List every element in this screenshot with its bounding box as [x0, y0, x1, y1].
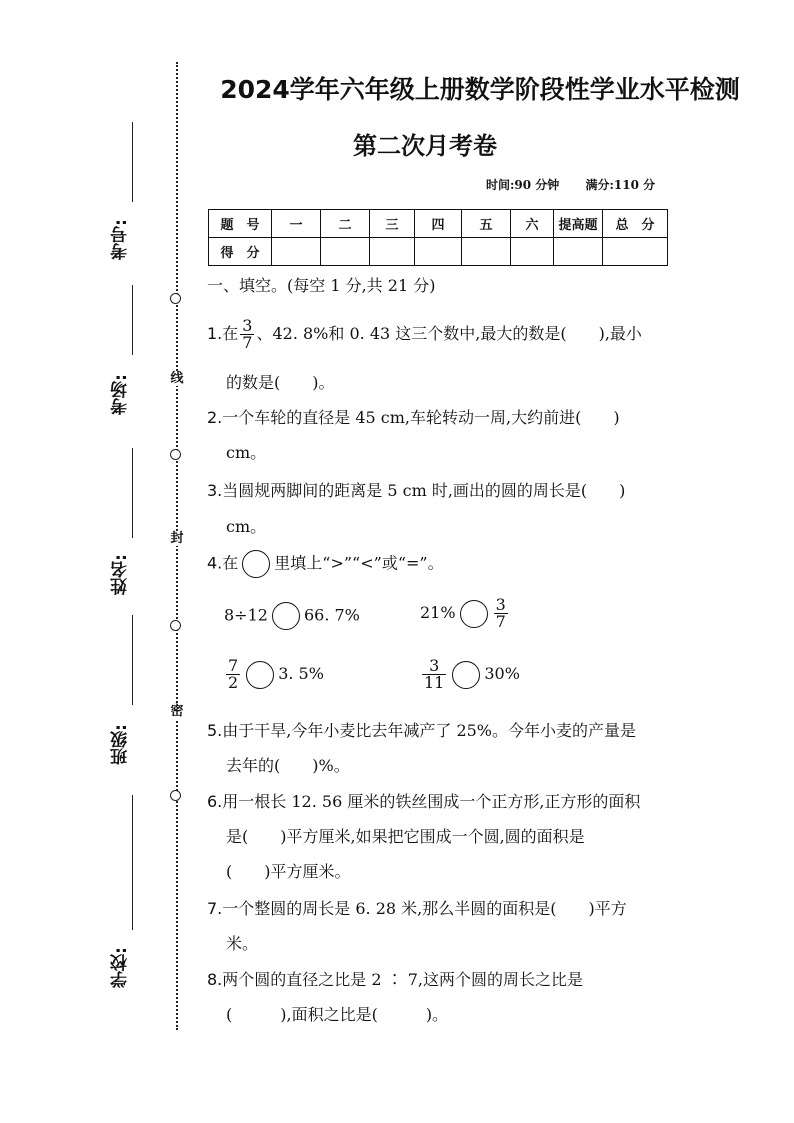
question-2 [207, 405, 620, 428]
question-text: 在 [222, 553, 239, 573]
class-label: 班级: [111, 724, 131, 765]
compare-circle-icon [242, 550, 270, 578]
class-field [108, 655, 148, 765]
numerator: 3 [495, 595, 506, 614]
compare-right: 66. 7% [303, 605, 360, 625]
compare-answer-circle[interactable] [460, 600, 488, 628]
question-text: 两个圆的直径之比是 2 ∶ 7,这两个圆的周长之比是 [222, 970, 583, 989]
score-input-cell[interactable] [462, 238, 511, 266]
fraction [240, 318, 254, 351]
name-field [108, 485, 148, 595]
question-text: 、42. 8%和 0. 43 这三个数中,最大的数是( ),最小 [256, 324, 642, 343]
binding-hole-icon [170, 293, 181, 304]
question-7 [207, 896, 627, 919]
binding-hole-icon [170, 790, 181, 801]
denominator: 2 [228, 673, 239, 692]
full-score: 满分:110 分 [585, 178, 656, 192]
fraction [494, 597, 508, 630]
question-number: 2. [207, 408, 223, 427]
question-7-line2: 米。 [226, 934, 259, 953]
compare-answer-circle[interactable] [452, 661, 480, 689]
question-text: 一个车轮的直径是 45 cm,车轮转动一周,大约前进( ) [222, 408, 620, 427]
compare-right: 30% [484, 664, 520, 683]
question-text: 里填上“>”“<”或“=”。 [274, 553, 444, 573]
question-text: 在 [222, 324, 239, 343]
numerator: 3 [422, 658, 446, 675]
question-text: 由于干旱,今年小麦比去年减产了 25%。今年小麦的产量是 [222, 721, 637, 740]
score-table-header-row [209, 210, 668, 238]
numerator: 7 [228, 656, 239, 675]
question-number: 4. [207, 553, 223, 573]
exam-room-line[interactable] [132, 285, 133, 355]
score-input-cell[interactable] [321, 238, 370, 266]
cut-word-secret: 密 [168, 705, 186, 719]
table-cell: 提高题 [554, 210, 603, 238]
question-number: 1. [207, 324, 223, 343]
table-cell: 总 分 [603, 210, 668, 238]
table-cell: 三 [370, 210, 415, 238]
binding-margin [0, 0, 190, 1123]
question-5 [207, 718, 636, 741]
question-1-line2: 的数是( )。 [226, 373, 335, 392]
fraction [226, 658, 240, 691]
compare-item-a [224, 602, 360, 630]
exam-meta [480, 176, 655, 193]
question-3-line2: cm。 [226, 517, 267, 536]
question-3 [207, 478, 625, 501]
question-4 [207, 550, 444, 578]
compare-answer-circle[interactable] [272, 602, 300, 630]
score-input-cell[interactable] [511, 238, 554, 266]
score-input-cell[interactable] [603, 238, 668, 266]
compare-item-b [420, 597, 510, 630]
table-cell: 一 [272, 210, 321, 238]
cut-word-seal: 封 [168, 532, 186, 546]
question-text: 一个整圆的周长是 6. 28 米,那么半圆的面积是( )平方 [222, 899, 627, 918]
score-input-cell[interactable] [554, 238, 603, 266]
binding-hole-icon [170, 449, 181, 460]
exam-room-label: 考场: [111, 374, 131, 415]
question-1 [207, 318, 642, 351]
compare-left: 8÷12 [224, 605, 268, 625]
exam-number-line[interactable] [132, 122, 133, 202]
school-line[interactable] [132, 795, 133, 930]
cut-word-line: 线 [168, 372, 186, 386]
compare-answer-circle[interactable] [246, 661, 274, 689]
question-8 [207, 967, 583, 990]
score-table-score-row [209, 238, 668, 266]
binding-hole-icon [170, 620, 181, 631]
section-heading: 一、填空。(每空 1 分,共 21 分) [207, 276, 436, 295]
compare-item-d [420, 658, 520, 691]
name-label: 姓名: [111, 554, 131, 595]
dotted-cut-line [176, 62, 178, 1030]
compare-left: 21% [420, 603, 456, 622]
question-text: 当圆规两脚间的距离是 5 cm 时,画出的圆的周长是( ) [222, 481, 626, 500]
table-cell: 二 [321, 210, 370, 238]
question-number: 3. [207, 481, 223, 500]
question-2-line2: cm。 [226, 443, 267, 462]
question-8-line2: ( ),面积之比是( )。 [226, 1005, 449, 1024]
table-cell: 题 号 [209, 210, 272, 238]
question-number: 7. [207, 899, 223, 918]
question-text: 用一根长 12. 56 厘米的铁丝围成一个正方形,正方形的面积 [222, 792, 641, 811]
table-cell: 六 [511, 210, 554, 238]
denominator: 7 [242, 333, 253, 352]
table-cell: 五 [462, 210, 511, 238]
score-table [208, 209, 668, 266]
score-input-cell[interactable] [370, 238, 415, 266]
denominator: 11 [424, 673, 445, 692]
question-6-line2: 是( )平方厘米,如果把它围成一个圆,圆的面积是 [226, 827, 585, 846]
class-line[interactable] [132, 615, 133, 705]
exam-number-label: 考号: [111, 219, 131, 260]
question-6-line3: ( )平方厘米。 [226, 862, 351, 881]
time-limit: 时间:90 分钟 [486, 178, 560, 192]
denominator: 7 [495, 612, 506, 631]
fraction [422, 658, 446, 691]
question-6 [207, 789, 640, 812]
exam-subtitle: 第二次月考卷 [353, 132, 497, 160]
compare-item-c [224, 658, 324, 691]
table-cell: 得 分 [209, 238, 272, 266]
school-label: 学校: [111, 947, 131, 988]
exam-title: 2024学年六年级上册数学阶段性学业水平检测 [220, 75, 740, 104]
school-field [108, 878, 148, 988]
score-input-cell[interactable] [272, 238, 321, 266]
exam-room-field [108, 305, 148, 415]
compare-right: 3. 5% [278, 664, 324, 683]
score-input-cell[interactable] [415, 238, 462, 266]
question-number: 5. [207, 721, 223, 740]
question-5-line2: 去年的( )%。 [226, 756, 350, 775]
numerator: 3 [242, 316, 253, 335]
table-cell: 四 [415, 210, 462, 238]
question-number: 6. [207, 792, 223, 811]
exam-number-field [108, 150, 148, 260]
name-line[interactable] [132, 448, 133, 538]
question-number: 8. [207, 970, 223, 989]
